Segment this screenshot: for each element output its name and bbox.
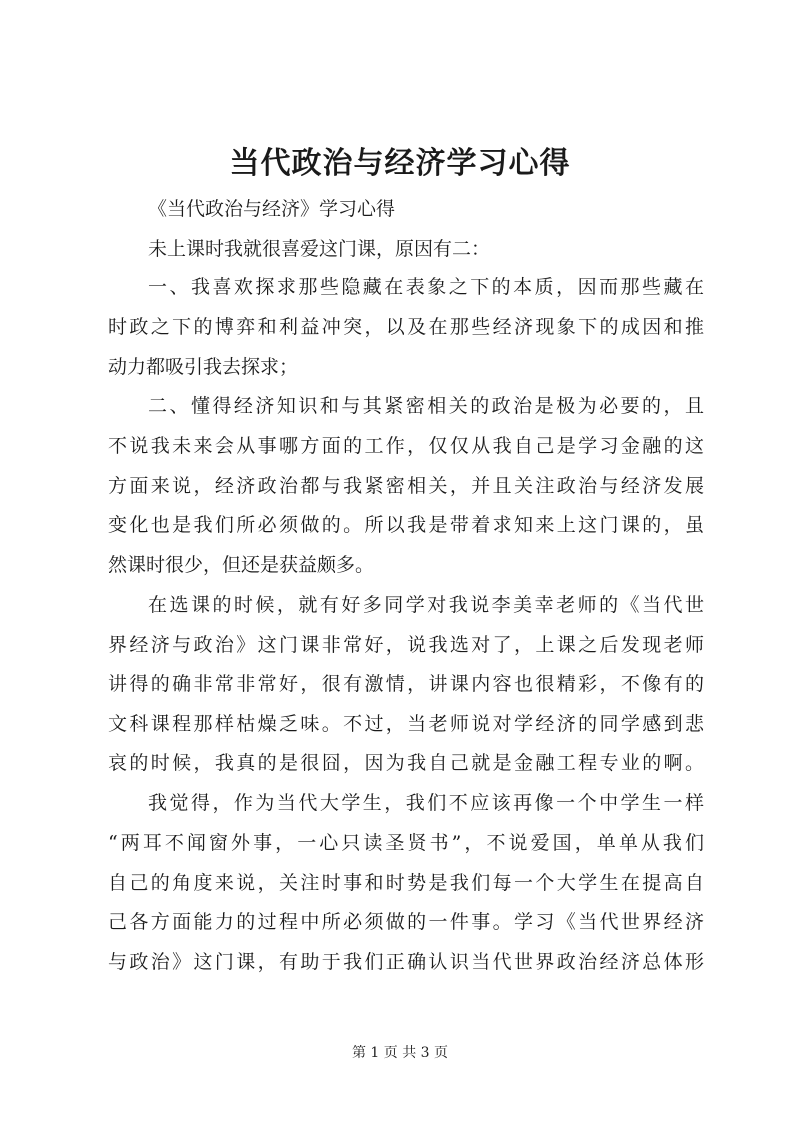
body-line: 文科课程那样枯燥乏味。不过，当老师说对学经济的同学感到悲 (108, 713, 704, 735)
body-line: 动力都吸引我去探求； (108, 356, 299, 378)
document-title: 当代政治与经济学习心得 (229, 146, 571, 181)
body-line: 然课时很少，但还是获益颇多。 (108, 554, 375, 576)
body-line: 一、我喜欢探求那些隐藏在表象之下的本质，因而那些藏在 (148, 276, 704, 298)
subtitle-line: 《当代政治与经济》学习心得 (148, 198, 396, 220)
body-line: 方面来说，经济政治都与我紧密相关，并且关注政治与经济发展 (108, 475, 704, 497)
body-line: 变化也是我们所必须做的。所以我是带着求知来上这门课的，虽 (108, 514, 704, 536)
body-line: 二、懂得经济知识和与其紧密相关的政治是极为必要的，且 (148, 395, 704, 417)
page-number: 第 1 页 共 3 页 (351, 1045, 449, 1061)
body-line: 不说我未来会从事哪方面的工作，仅仅从我自己是学习金融的这 (108, 435, 704, 457)
body-line: 哀的时候，我真的是很囧，因为我自己就是金融工程专业的啊。 (108, 752, 704, 774)
body-line: 与政治》这门课，有助于我们正确认识当代世界政治经济总体形 (108, 951, 704, 973)
body-line: 讲得的确非常非常好，很有激情，讲课内容也很精彩，不像有的 (108, 673, 704, 695)
body-line: 时政之下的博弈和利益冲突，以及在那些经济现象下的成因和推 (108, 316, 704, 338)
body-line: 在选课的时候，就有好多同学对我说李美幸老师的《当代世 (148, 594, 704, 616)
body-line: 我觉得，作为当代大学生，我们不应该再像一个中学生一样 (148, 792, 704, 814)
body-line: 己各方面能力的过程中所必须做的一件事。学习《当代世界经济 (108, 911, 704, 933)
body-line: 自己的角度来说，关注时事和时势是我们每一个大学生在提高自 (108, 872, 704, 894)
body-line: 未上课时我就很喜爱这门课，原因有二： (148, 238, 491, 260)
body-line: “两耳不闻窗外事，一心只读圣贤书”，不说爱国，单单从我们 (108, 832, 704, 854)
body-line: 界经济与政治》这门课非常好，说我选对了，上课之后发现老师 (108, 634, 704, 656)
